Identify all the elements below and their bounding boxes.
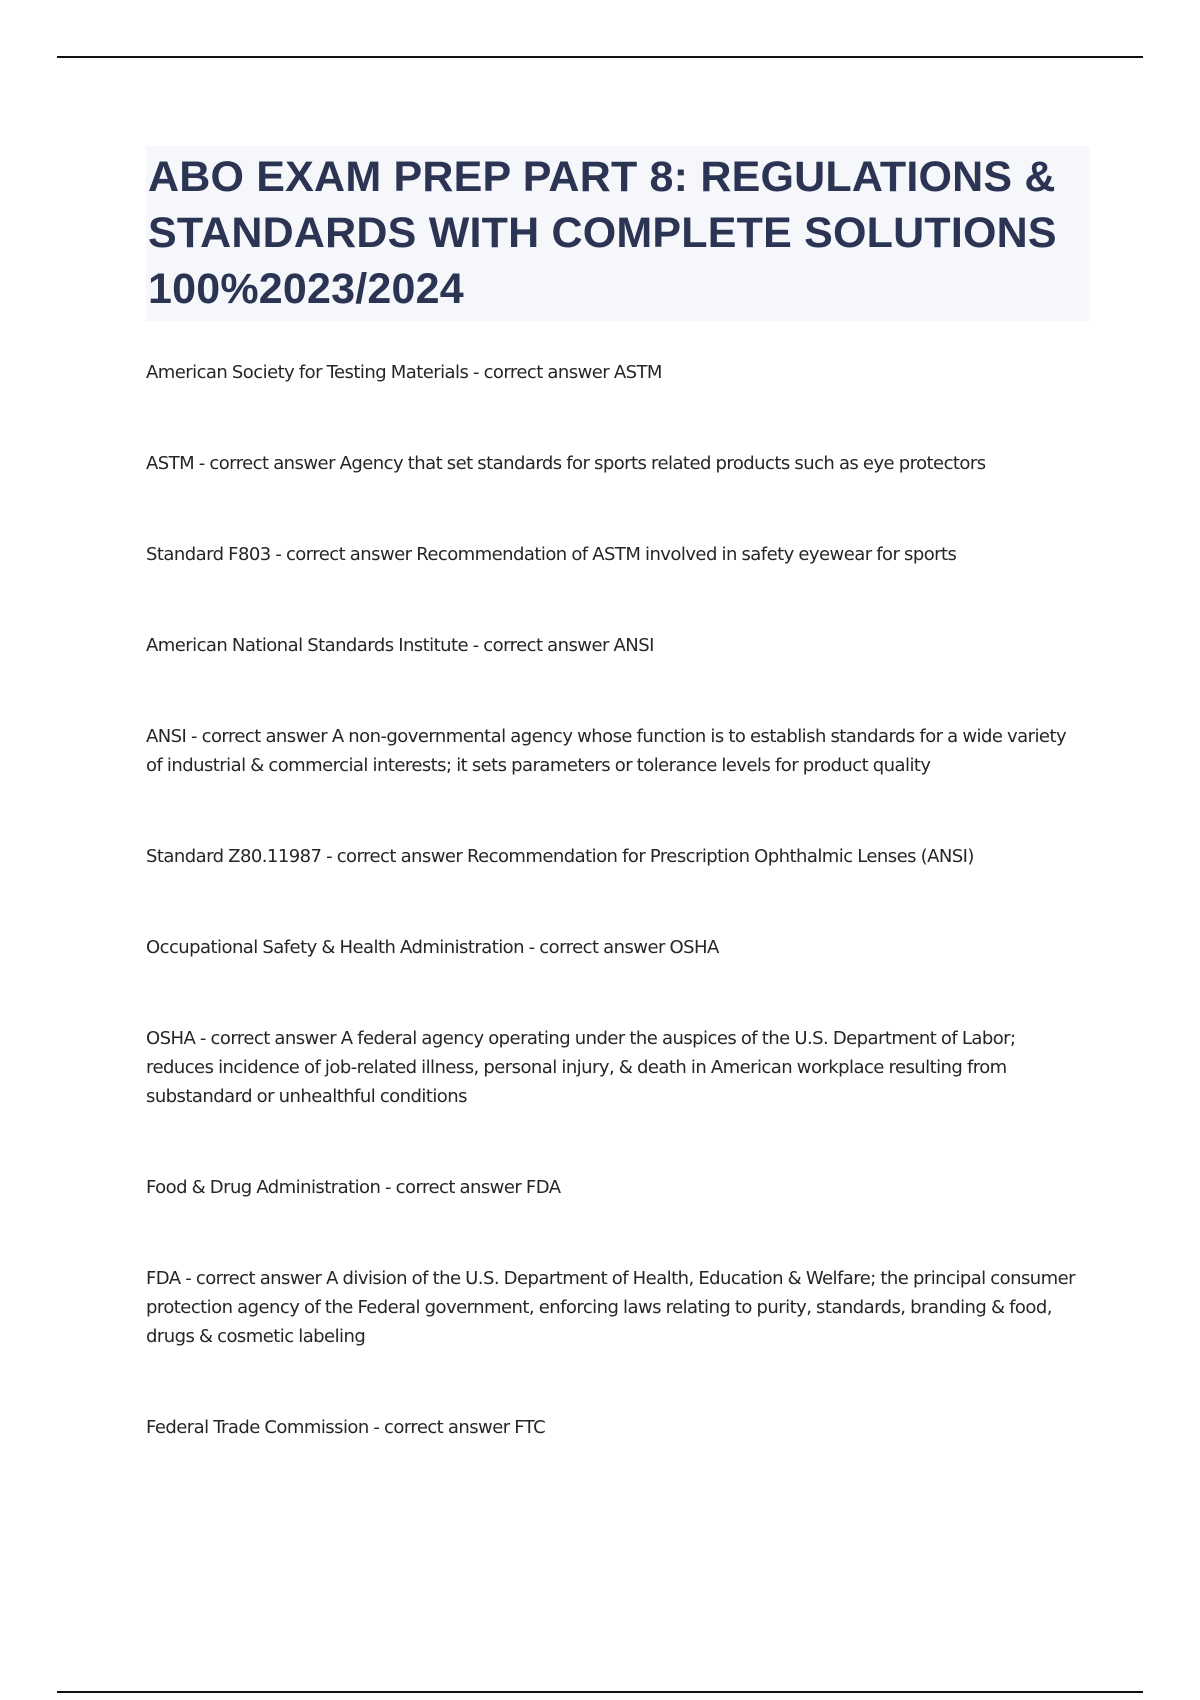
document-title: ABO EXAM PREP PART 8: REGULATIONS & STANDARDS WITH COMPLETE SOLUTIONS 100%2023/2024 xyxy=(148,153,1057,313)
entry-astm: ASTM - correct answer Agency that set standards for sports related products such as eye protectors xyxy=(146,453,986,474)
entry-astm-definition: American Society for Testing Materials - correct answer ASTM xyxy=(146,362,662,383)
entry-fda: FDA - correct answer A division of the U.S. Department of Health, Education & Welfare; the principal consumer protection agency of the Federal government, enforcing laws relating to purity, standards, branding & food, drugs & cosmetic labeling xyxy=(146,1268,1076,1347)
entry-ansi-definition: American National Standards Institute - correct answer ANSI xyxy=(146,635,654,656)
entry-ansi: ANSI - correct answer A non-governmental agency whose function is to establish standards for a wide variety of industrial & commercial interests; it sets parameters or tolerance levels for product quality xyxy=(146,726,1067,776)
entry-standard-z80: Standard Z80.11987 - correct answer Recommendation for Prescription Ophthalmic Lenses (ANSI) xyxy=(146,846,974,867)
bottom-rule xyxy=(57,1691,1143,1693)
entry-ftc-definition: Federal Trade Commission - correct answer FTC xyxy=(146,1417,546,1438)
entry-standard-f803: Standard F803 - correct answer Recommendation of ASTM involved in safety eyewear for sports xyxy=(146,544,957,565)
entry-list xyxy=(146,358,1086,1504)
top-rule xyxy=(57,56,1143,58)
entry-fda-definition: Food & Drug Administration - correct answer FDA xyxy=(146,1177,561,1198)
entry-osha: OSHA - correct answer A federal agency operating under the auspices of the U.S. Department of Labor; reduces incidence of job-related illness, personal injury, & death in American workplace resulting from substandard or unhealthful conditions xyxy=(146,1028,1016,1107)
title-block xyxy=(146,146,1090,321)
entry-osha-definition: Occupational Safety & Health Administration - correct answer OSHA xyxy=(146,937,719,958)
